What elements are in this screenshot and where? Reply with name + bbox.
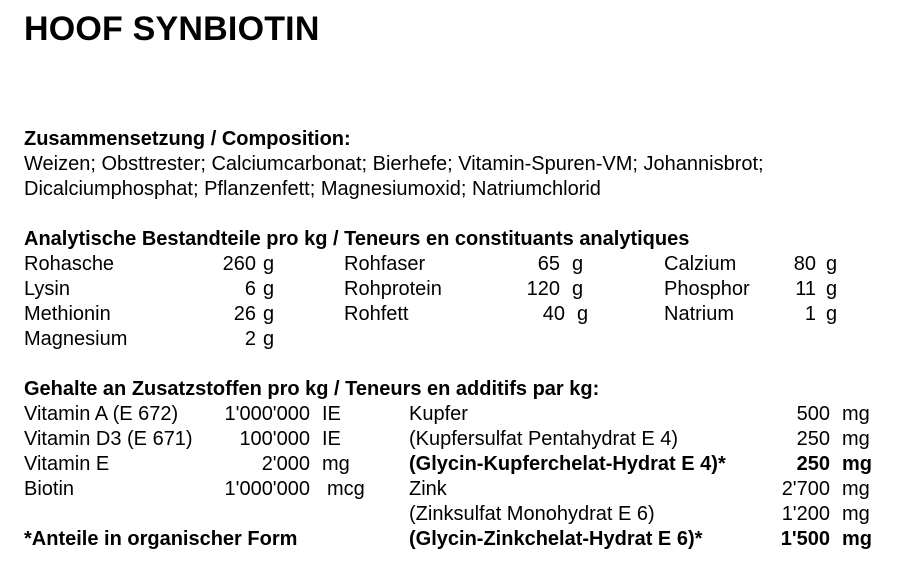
additive-value: 2'700 — [781, 478, 830, 500]
analytical-value: 2 — [244, 328, 256, 350]
analytical-value: 80 — [793, 253, 816, 275]
analytical-value: 1 — [804, 303, 816, 325]
additive-unit: IE — [322, 403, 341, 425]
additive-unit: mg — [842, 503, 870, 525]
additive-unit: mg — [842, 453, 872, 475]
analytical-name: Lysin — [24, 278, 70, 300]
additive-name: Biotin — [24, 478, 75, 500]
analytical-unit: g — [826, 253, 838, 275]
analytical-name: Natrium — [664, 303, 735, 325]
additive-value: 1'000'000 — [224, 478, 310, 500]
analytical-value: 65 — [537, 253, 560, 275]
additive-value: 500 — [796, 403, 830, 425]
analytical-unit: g — [577, 303, 589, 325]
additive-name: Vitamin A (E 672) — [24, 403, 179, 425]
additive-unit: mg — [842, 403, 870, 425]
additive-name: (Kupfersulfat Pentahydrat E 4) — [409, 428, 679, 450]
additive-name: (Zinksulfat Monohydrat E 6) — [409, 503, 655, 525]
additive-name: (Glycin-Zinkchelat-Hydrat E 6)* — [409, 528, 703, 550]
analytical-name: Rohfaser — [344, 253, 426, 275]
analytical-value: 40 — [542, 303, 565, 325]
additive-value: 250 — [796, 428, 830, 450]
analytical-value: 260 — [222, 253, 256, 275]
analytical-name: Methionin — [24, 303, 111, 325]
analytical-unit: g — [826, 278, 838, 300]
additive-name: Vitamin D3 (E 671) — [24, 428, 193, 450]
additive-name: Zink — [409, 478, 447, 500]
analytical-name: Magnesium — [24, 328, 128, 350]
analytical-unit: g — [263, 278, 275, 300]
composition-heading: Zusammensetzung / Composition: — [24, 128, 351, 150]
analytical-unit: g — [263, 328, 275, 350]
analytical-unit: g — [572, 278, 584, 300]
composition-line-1: Weizen; Obsttrester; Calciumcarbonat; Bierhefe; Vitamin-Spuren-VM; Johannisbrot; — [24, 153, 764, 175]
analytical-unit: g — [572, 253, 584, 275]
analytical-name: Phosphor — [664, 278, 750, 300]
composition-line-2: Dicalciumphosphat; Pflanzenfett; Magnesiumoxid; Natriumchlorid — [24, 178, 601, 200]
analytical-unit: g — [826, 303, 838, 325]
additive-value: 1'500 — [780, 528, 830, 550]
analytical-unit: g — [263, 253, 275, 275]
additive-unit: mg — [322, 453, 350, 475]
analytical-name: Rohfett — [344, 303, 409, 325]
additive-unit: mcg — [327, 478, 365, 500]
additive-unit: IE — [322, 428, 341, 450]
analytical-name: Rohasche — [24, 253, 115, 275]
additive-name: Vitamin E — [24, 453, 110, 475]
additive-name: Kupfer — [409, 403, 468, 425]
analytical-name: Rohprotein — [344, 278, 442, 300]
additive-value: 250 — [796, 453, 830, 475]
analytical-value: 120 — [526, 278, 560, 300]
additive-value: 100'000 — [239, 428, 310, 450]
additive-unit: mg — [842, 528, 872, 550]
analytical-name: Calzium — [664, 253, 737, 275]
analytical-unit: g — [263, 303, 275, 325]
analytical-value: 11 — [795, 278, 816, 300]
analytical-value: 6 — [244, 278, 256, 300]
additive-value: 1'200 — [781, 503, 830, 525]
additive-unit: mg — [842, 428, 870, 450]
additive-value: 2'000 — [261, 453, 310, 475]
product-title: HOOF SYNBIOTIN — [24, 10, 320, 48]
analytical-value: 26 — [233, 303, 256, 325]
organic-form-footnote: *Anteile in organischer Form — [24, 528, 298, 550]
additive-name: (Glycin-Kupferchelat-Hydrat E 4)* — [409, 453, 726, 475]
additive-value: 1'000'000 — [224, 403, 310, 425]
analytical-heading: Analytische Bestandteile pro kg / Teneurs en constituants analytiques — [24, 228, 690, 250]
additive-unit: mg — [842, 478, 870, 500]
additives-heading: Gehalte an Zusatzstoffen pro kg / Teneurs en additifs par kg: — [24, 378, 600, 400]
